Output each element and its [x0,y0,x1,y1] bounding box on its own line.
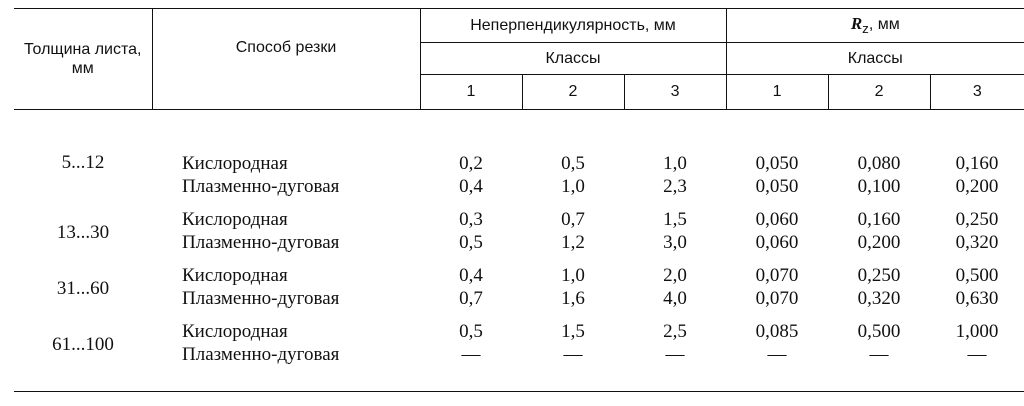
value-cell: 0,320 [955,232,999,253]
value-cell: 0,5 [459,232,483,253]
value-cell: — [665,344,685,365]
rz-unit: , мм [868,16,900,34]
value-cell: 0,5 [459,321,483,342]
method-cell: Плазменно-дуговая [182,288,340,309]
value-cell: — [967,344,987,365]
table-row-group [14,320,1024,376]
method-cell: Кислородная [182,209,288,230]
value-cell: 0,060 [755,209,799,230]
value-cell: 0,5 [561,153,585,174]
value-cell: 0,4 [459,176,483,197]
value-cell: 0,3 [459,209,483,230]
classes-nonperp-label: Классы [545,49,601,67]
table-row [14,231,1024,254]
method-cell: Плазменно-дуговая [182,232,340,253]
value-cell: 0,2 [459,153,483,174]
thickness-cell: 31...60 [56,278,110,299]
thickness-cell: 13...30 [56,222,110,243]
value-cell: 3,0 [663,232,687,253]
value-cell: 1,0 [561,265,585,286]
table-row-group [14,208,1024,264]
value-cell: 0,100 [857,176,901,197]
value-cell: 1,0 [561,176,585,197]
class-number: 1 [726,75,828,110]
value-cell: 0,4 [459,265,483,286]
value-cell: 2,3 [663,176,687,197]
value-cell: 0,085 [755,321,799,342]
value-cell: 1,6 [561,288,585,309]
value-cell: 0,200 [857,232,901,253]
class-number: 3 [624,75,726,110]
value-cell: 0,200 [955,176,999,197]
table-row [14,264,1024,287]
class-number: 1 [420,75,522,110]
value-cell: 2,5 [663,321,687,342]
header-thickness-label: Толщина листа, мм [24,41,142,77]
value-cell: 0,500 [955,265,999,286]
header-nonperp-label: Неперпендикулярность, мм [470,16,676,34]
table-row-group [14,264,1024,320]
method-cell: Кислородная [182,153,288,174]
class-number: 2 [828,75,930,110]
value-cell: 0,630 [955,288,999,309]
value-cell: 0,050 [755,153,799,174]
value-cell: 1,5 [663,209,687,230]
class-number: 2 [522,75,624,110]
table-row [14,287,1024,310]
table-row [14,175,1024,198]
header-method-label: Способ резки [235,39,337,56]
value-cell: 0,160 [955,153,999,174]
value-cell: 0,250 [857,265,901,286]
value-cell: 0,250 [955,209,999,230]
value-cell: 1,5 [561,321,585,342]
method-cell: Кислородная [182,321,288,342]
value-cell: 0,050 [755,176,799,197]
table-row [14,320,1024,343]
table-row [14,208,1024,231]
bottom-rule [14,391,1024,392]
value-cell: 0,160 [857,209,901,230]
value-cell: — [869,344,889,365]
header-rz [726,9,1024,43]
classes-nonperp [420,43,726,75]
method-cell: Кислородная [182,265,288,286]
classes-rz-label: Классы [847,49,903,67]
method-cell: Плазменно-дуговая [182,344,340,365]
value-cell: 4,0 [663,288,687,309]
value-cell: — [563,344,583,365]
rz-symbol: R [850,14,863,34]
classes-rz [726,43,1024,75]
table-row [14,152,1024,175]
table-row-group [14,152,1024,208]
table-header [14,8,1024,110]
header-method [152,9,420,110]
value-cell: 0,070 [755,288,799,309]
value-cell: 0,320 [857,288,901,309]
value-cell: 1,0 [663,153,687,174]
method-cell: Плазменно-дуговая [182,176,340,197]
value-cell: 0,060 [755,232,799,253]
value-cell: 0,080 [857,153,901,174]
value-cell: 0,7 [459,288,483,309]
value-cell: 0,7 [561,209,585,230]
thickness-cell: 5...12 [61,152,105,173]
table-row [14,343,1024,366]
table-body [14,152,1024,376]
value-cell: 1,2 [561,232,585,253]
header-nonperpendicularity [420,9,726,43]
class-number: 3 [930,75,1024,110]
value-cell: 0,500 [857,321,901,342]
value-cell: — [461,344,481,365]
value-cell: 1,000 [955,321,999,342]
thickness-cell: 61...100 [52,334,114,355]
header-thickness [14,9,152,110]
value-cell: 0,070 [755,265,799,286]
value-cell: — [767,344,787,365]
value-cell: 2,0 [663,265,687,286]
rz-subscript: z [862,21,869,37]
